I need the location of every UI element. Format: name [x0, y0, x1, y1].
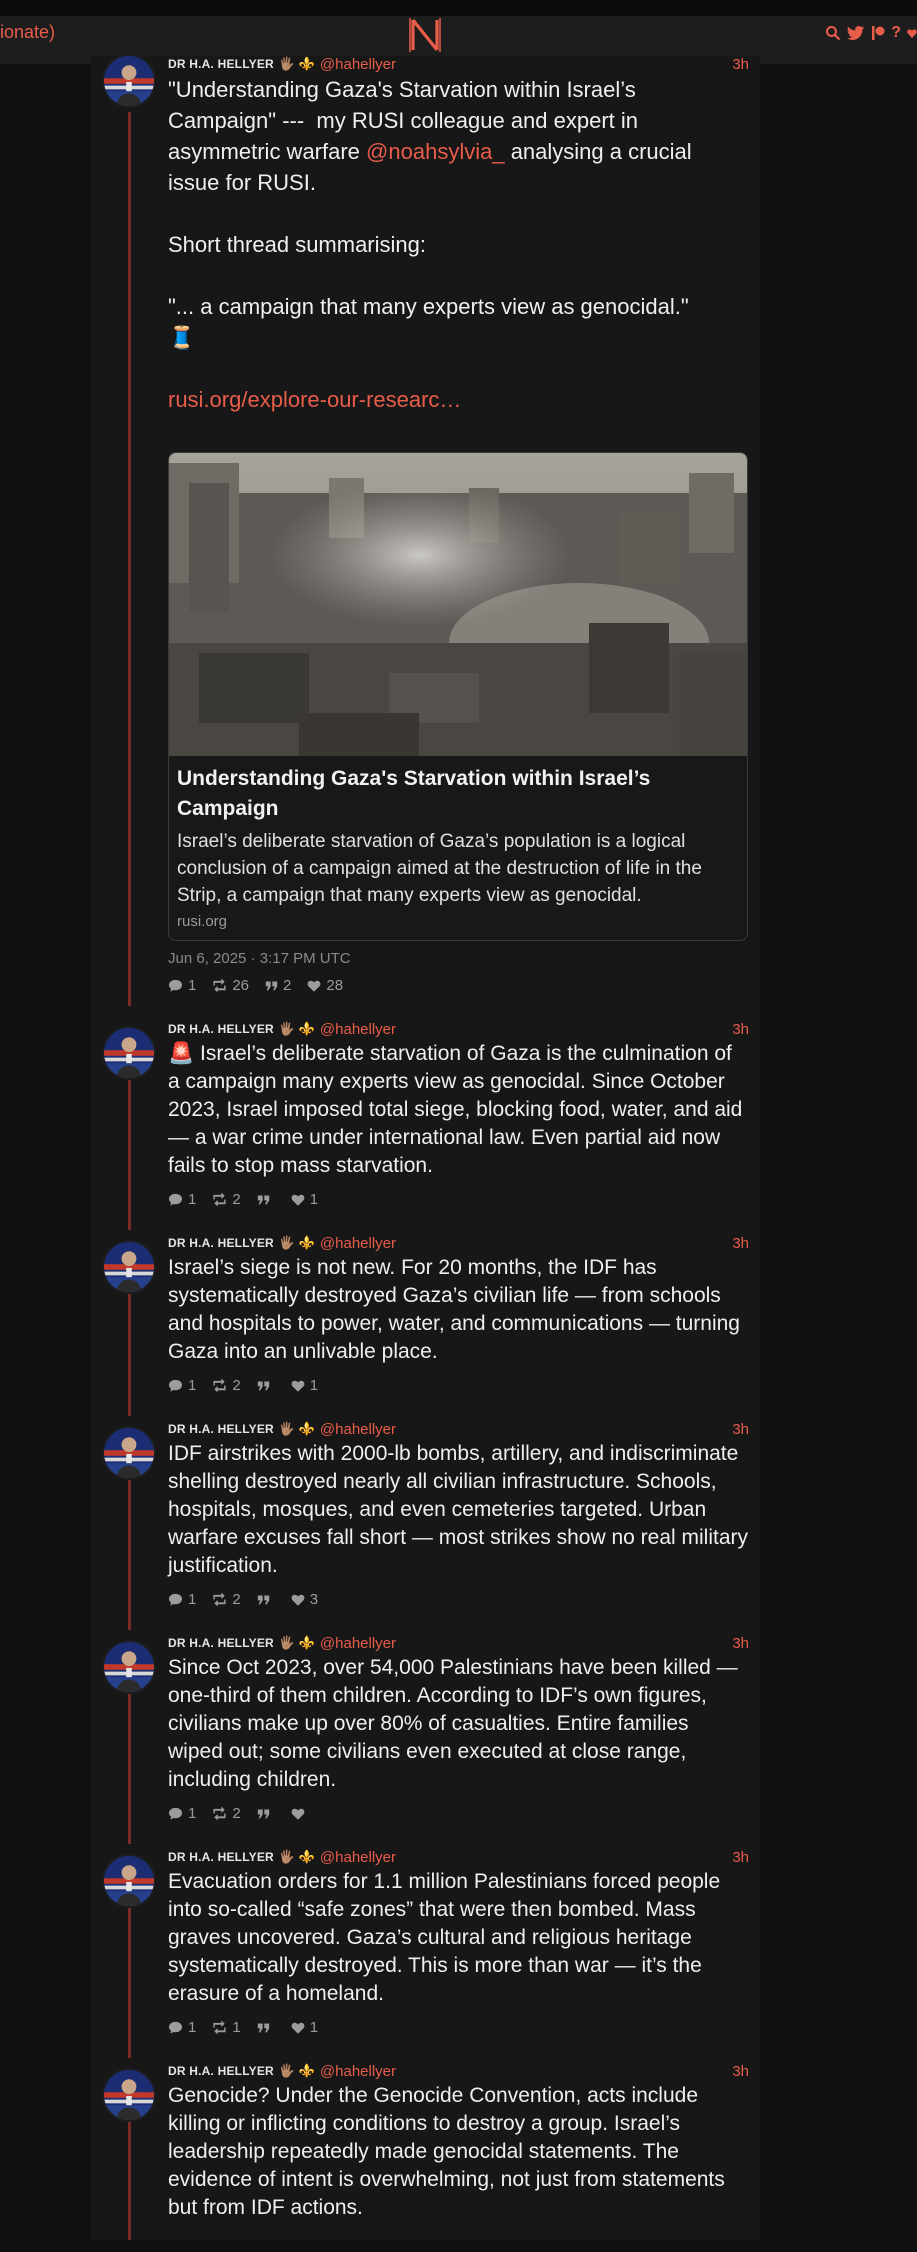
- reply-count: 1: [188, 1191, 197, 1208]
- retweet-icon: [212, 1806, 227, 1821]
- tweet-item[interactable]: [91, 1848, 760, 2058]
- tweet-header: [168, 1234, 749, 1252]
- timeline: [91, 56, 760, 2240]
- tweet-time[interactable]: 3h: [732, 1634, 749, 1652]
- tweet-text: Since Oct 2023, over 54,000 Palestinians have been killed — one-third of them children. According to IDF’s own figures, civilians make up over 80% of casualties. Entire families wiped out; some civilians even executed at close range, including children.: [168, 1656, 744, 1791]
- author-handle[interactable]: @hahellyer: [319, 1420, 397, 1438]
- quote-icon: [257, 1379, 270, 1392]
- card-description: Israel’s deliberate starvation of Gaza’s population is a logical conclusion of a campaign aimed at the destruction of life in the Strip, a campaign that many experts view as genocidal.: [177, 831, 702, 906]
- author-emojis: 🖐🏽 ⚜️: [278, 1235, 315, 1250]
- quote-icon: [265, 979, 278, 992]
- reply-count: 1: [188, 977, 197, 994]
- retweet-stat[interactable]: [212, 1591, 240, 1608]
- like-stat[interactable]: [291, 1377, 318, 1394]
- like-count: 1: [309, 1191, 319, 1208]
- like-icon: [291, 2021, 305, 2035]
- top-nav-bar: [0, 0, 917, 64]
- card-image: [169, 453, 748, 756]
- like-stat[interactable]: [291, 1591, 318, 1608]
- avatar[interactable]: [102, 1640, 156, 1694]
- author-emojis: 🖐🏽 ⚜️: [278, 1849, 315, 1864]
- reply-count: 1: [188, 2019, 197, 2036]
- thread-line: [128, 1292, 131, 1416]
- thread-line: [128, 1906, 131, 2058]
- patreon-icon[interactable]: [871, 25, 885, 41]
- tweet-item[interactable]: [91, 1020, 760, 1230]
- avatar[interactable]: [102, 1854, 156, 1908]
- card-title[interactable]: Understanding Gaza's Starvation within Israel’s Campaign: [177, 767, 651, 820]
- quote-stat[interactable]: [265, 977, 291, 994]
- like-count: 1: [309, 1377, 319, 1394]
- tweet-item[interactable]: [91, 2062, 760, 2240]
- author-name[interactable]: DR H.A. HELLYER: [168, 1850, 274, 1864]
- mention-link[interactable]: @noahsylvia_: [366, 139, 505, 164]
- tweet-item[interactable]: [91, 1420, 760, 1630]
- tweet-stats: [168, 1377, 318, 1394]
- tweet-stats: [168, 1805, 310, 1822]
- quote-icon: [257, 1807, 270, 1820]
- author-handle[interactable]: @hahellyer: [319, 1634, 397, 1652]
- retweet-stat[interactable]: [212, 2019, 240, 2036]
- retweet-stat[interactable]: [212, 1377, 240, 1394]
- retweet-icon: [212, 1192, 227, 1207]
- reply-icon: [168, 2020, 183, 2035]
- author-emojis: 🖐🏽 ⚜️: [278, 1021, 315, 1036]
- retweet-icon: [212, 1378, 227, 1393]
- nav-left-text[interactable]: ionate): [0, 22, 56, 42]
- external-link[interactable]: rusi.org/explore-our-researc…: [168, 387, 462, 412]
- like-icon: [291, 1807, 305, 1821]
- author-handle[interactable]: @hahellyer: [319, 56, 397, 73]
- thread-line: [128, 112, 131, 1006]
- tweet-text: Evacuation orders for 1.1 million Palestinians forced people into so-called “safe zones” that were then bombed. Mass graves uncovered. Gaza’s cultural and religious heritage systematically destroyed. This is more than war — it’s the erasure of a homeland.: [168, 1870, 726, 2005]
- twitter-icon[interactable]: [847, 25, 865, 41]
- reply-count: 1: [188, 1377, 197, 1394]
- card-domain: rusi.org: [177, 913, 228, 930]
- avatar[interactable]: [102, 1426, 156, 1480]
- author-name[interactable]: DR H.A. HELLYER: [168, 57, 274, 71]
- tweet-text-part: analysing a crucial issue for RUSI. Short thread summarising: "... a campaign that many experts view as genocidal." 🧵: [168, 139, 692, 350]
- retweet-stat[interactable]: [212, 1805, 240, 1822]
- author-emojis: 🖐🏽 ⚜️: [278, 56, 315, 71]
- reply-stat[interactable]: [168, 1805, 196, 1822]
- tweet-text: Israel’s siege is not new. For 20 months, the IDF has systematically destroyed Gaza’s civilian life — from schools and hospitals to power, water, and communications — turning Gaza into an unlivable place.: [168, 1256, 746, 1363]
- quote-stat[interactable]: [257, 1193, 275, 1206]
- like-icon: [291, 1593, 305, 1607]
- quote-stat[interactable]: [257, 2021, 275, 2034]
- author-emojis: 🖐🏽 ⚜️: [278, 1421, 315, 1436]
- author-handle[interactable]: @hahellyer: [319, 1020, 397, 1038]
- quote-stat[interactable]: [257, 1379, 275, 1392]
- like-count: 3: [309, 1591, 319, 1608]
- reply-stat[interactable]: [168, 1191, 196, 1208]
- author-name[interactable]: DR H.A. HELLYER: [168, 1022, 274, 1036]
- like-count: 1: [309, 2019, 319, 2036]
- retweet-icon: [212, 2020, 227, 2035]
- retweet-count: 2: [232, 1377, 241, 1394]
- thread-line: [128, 1078, 131, 1230]
- tweet-item[interactable]: [91, 56, 760, 1006]
- tweet-header: [168, 56, 749, 73]
- quote-icon: [257, 2021, 270, 2034]
- tweet-text: [168, 74, 749, 415]
- tweet-text: IDF airstrikes with 2000-lb bombs, artillery, and indiscriminate shelling destroyed nearly all civilian infrastructure. Schools, hospitals, mosques, and even cemeteries targeted. Urban warfare excuses fall short — most strikes show no real military justification.: [168, 1442, 754, 1577]
- avatar[interactable]: [102, 56, 156, 108]
- retweet-count: 2: [232, 1191, 241, 1208]
- author-name[interactable]: DR H.A. HELLYER: [168, 1422, 274, 1436]
- retweet-icon: [212, 1592, 227, 1607]
- quote-stat[interactable]: [257, 1807, 275, 1820]
- like-icon: [291, 1193, 305, 1207]
- tweet-stats: [168, 977, 343, 994]
- quote-count: 2: [283, 977, 292, 994]
- heart-icon[interactable]: [907, 25, 917, 41]
- like-stat[interactable]: [307, 977, 343, 994]
- tweet-time[interactable]: 3h: [732, 1420, 749, 1438]
- author-handle[interactable]: @hahellyer: [319, 2062, 397, 2080]
- tweet-time[interactable]: 3h: [732, 56, 749, 73]
- avatar[interactable]: [102, 1026, 156, 1080]
- reply-icon: [168, 1378, 183, 1393]
- like-icon: [291, 1379, 305, 1393]
- nav-icons: [825, 23, 917, 43]
- quote-icon: [257, 1193, 270, 1206]
- tweet-header: [168, 1848, 749, 1866]
- avatar[interactable]: [102, 1240, 156, 1294]
- quote-icon: [257, 1593, 270, 1606]
- tweet-time[interactable]: 3h: [732, 1020, 749, 1038]
- tweet-text: 🚨 Israel’s deliberate starvation of Gaza is the culmination of a campaign many experts view as genocidal. Since October 2023, Israel imposed total siege, blocking food, water, and aid — a war crime under international law. Even partial aid now fails to stop mass starvation.: [168, 1042, 749, 1177]
- thread-line: [128, 1692, 131, 1844]
- thread-line: [128, 1478, 131, 1630]
- tweet-text: Genocide? Under the Genocide Convention, acts include killing or inflicting conditions to destroy a group. Israel’s leadership repeatedly made genocidal statements. The evidence of intent is overwhelming, not just from statements but from IDF actions.: [168, 2084, 731, 2219]
- tweet-header: [168, 1420, 749, 1438]
- tweet-header: [168, 1020, 749, 1038]
- author-handle[interactable]: @hahellyer: [319, 1234, 397, 1252]
- retweet-count: 2: [232, 1591, 241, 1608]
- like-icon: [307, 979, 321, 993]
- reply-count: 1: [188, 1591, 197, 1608]
- reply-stat[interactable]: [168, 2019, 196, 2036]
- like-count: 28: [326, 977, 344, 994]
- retweet-stat[interactable]: [212, 1191, 240, 1208]
- reply-stat[interactable]: [168, 1591, 196, 1608]
- author-name[interactable]: DR H.A. HELLYER: [168, 2064, 274, 2078]
- tweet-time[interactable]: 3h: [732, 2062, 749, 2080]
- tweet-stats: [168, 1591, 318, 1608]
- tweet-stats: [168, 2019, 318, 2036]
- tweet-item[interactable]: [91, 1234, 760, 1416]
- tweet-text-part: "Understanding Gaza's Starvation within Israel’s Campaign" --- my RUSI colleague and expert in asymmetric warfare: [168, 77, 645, 164]
- nitter-logo-icon[interactable]: [408, 16, 442, 54]
- author-handle[interactable]: @hahellyer: [319, 1848, 397, 1866]
- retweet-icon: [212, 978, 227, 993]
- author-name[interactable]: DR H.A. HELLYER: [168, 1636, 274, 1650]
- retweet-count: 2: [232, 1805, 241, 1822]
- tweet-item[interactable]: [91, 1634, 760, 1844]
- link-card[interactable]: [168, 452, 748, 941]
- quote-stat[interactable]: [257, 1593, 275, 1606]
- tweet-time[interactable]: 3h: [732, 1234, 749, 1252]
- author-name[interactable]: DR H.A. HELLYER: [168, 1236, 274, 1250]
- like-stat[interactable]: [291, 2019, 318, 2036]
- author-emojis: 🖐🏽 ⚜️: [278, 2063, 315, 2078]
- reply-icon: [168, 1592, 183, 1607]
- retweet-stat[interactable]: [212, 977, 249, 994]
- tweet-date[interactable]: Jun 6, 2025 · 3:17 PM UTC: [168, 950, 351, 967]
- avatar[interactable]: [102, 2068, 156, 2122]
- tweet-stats: [168, 1191, 318, 1208]
- tweet-header: [168, 1634, 749, 1652]
- tweet-time[interactable]: 3h: [732, 1848, 749, 1866]
- author-emojis: 🖐🏽 ⚜️: [278, 1635, 315, 1650]
- reply-stat[interactable]: [168, 1377, 196, 1394]
- help-icon[interactable]: ?: [891, 24, 901, 41]
- reply-icon: [168, 1192, 183, 1207]
- like-stat[interactable]: [291, 1807, 310, 1821]
- reply-stat[interactable]: [168, 977, 196, 994]
- tweet-header: [168, 2062, 749, 2080]
- like-stat[interactable]: [291, 1191, 318, 1208]
- reply-icon: [168, 978, 183, 993]
- reply-count: 1: [188, 1805, 197, 1822]
- retweet-count: 1: [232, 2019, 241, 2036]
- search-icon[interactable]: [825, 25, 841, 41]
- thread-line: [128, 2120, 131, 2240]
- retweet-count: 26: [232, 977, 250, 994]
- reply-icon: [168, 1806, 183, 1821]
